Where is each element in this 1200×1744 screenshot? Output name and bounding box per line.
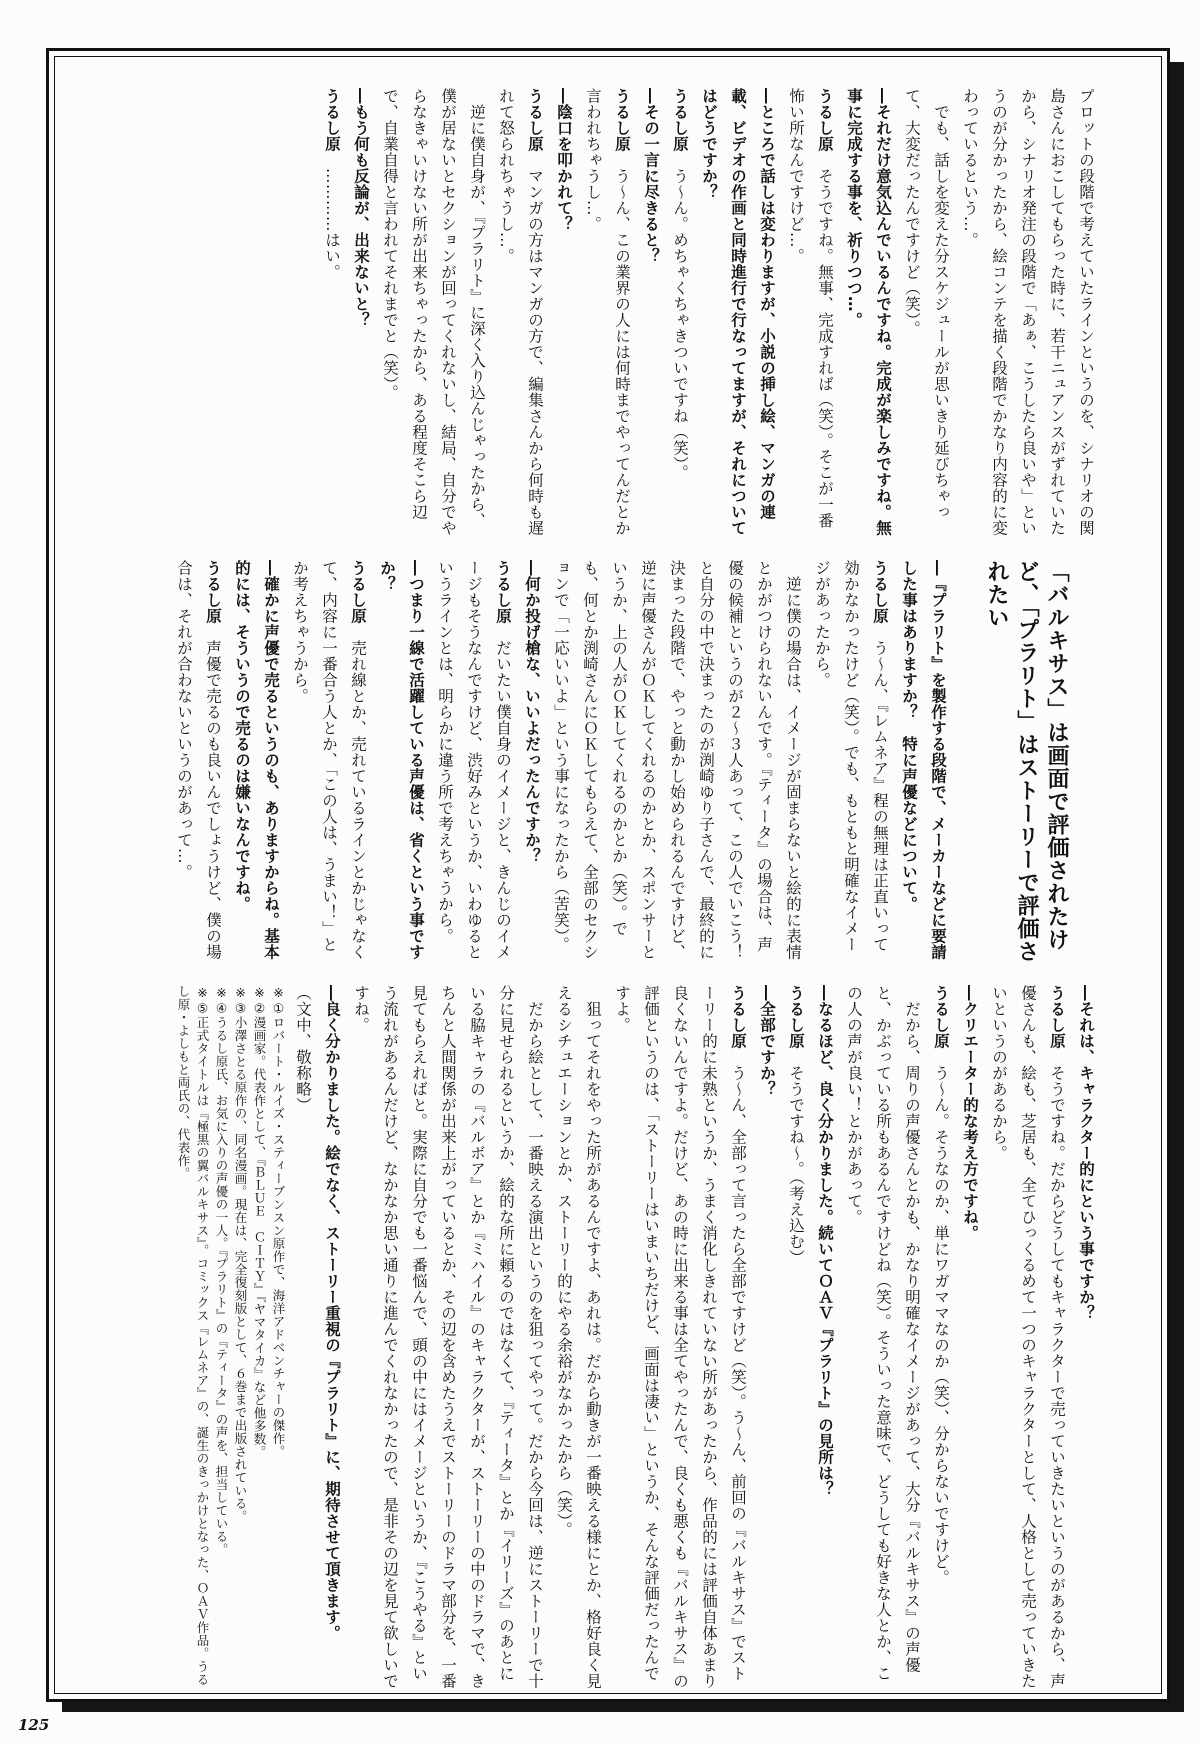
question-paragraph: ―それだけ意気込んでいるんですね。完成が楽しみですね。無事に完成する事を、祈りつつ…。 [845,88,892,536]
body-paragraph: 逆に僕の場合は、イメージが固まらないと絵的に表情とかがつけられないんです。『ティータ』の場合は、声優の候補というのが２～３人あって、この人でいこう！と自分の中で決まったのが渕崎ゆり子さんで、最終的に決まった段階で、やっと動かし始められるんですけど、逆に声優さんがＯＫしてくれるのかとか、スポンサーというか、上の人がＯＫしてくれるのかとか（笑）。でも、何とか渕崎さんにＯＫしてもらえて、全部のセクションで「一応いいよ」という事になったから（苦笑）。 [552,560,802,960]
answer-paragraph [607,985,752,1690]
footnote: ※④うるし原氏、お気に入りの声優の一人。『プラリト』の『ティータ』の声を、担当している。 [214,985,229,1556]
speaker-name: うるし原 [204,560,222,624]
answer-text: そうですね。だからどうしてもキャラクターで売っていきたいというのがあるから、声優さんも、絵も、芝居も、全てひっくるめて一つのキャラクターとして、人格として売っていきたいというのがあるから。 [990,985,1066,1689]
question-paragraph: ―陰口を叩かれて？ [555,88,573,232]
speaker-name: うるし原 [932,985,950,1049]
speaker-name: うるし原 [787,985,805,1049]
body-paragraph: 逆に僕自身が、『プラリト』に深く入り込んじゃったから、僕が居ないとセクションが回ってくれないし、結局、自分でやらなきゃいけない所が出来ちゃったから、ある程度そこら辺で、自業自得と言われてそれまでと（笑）。 [381,88,486,536]
interview-block-1 [100,88,1100,538]
answer-paragraph [781,88,839,538]
speaker-name: うるし原 [1048,985,1066,1049]
question-paragraph: ―確かに声優で売るというのも、ありますからね。基本的には、そういうので売るのは嫌いなんですね。 [233,560,280,960]
speaker-name: うるし原 [526,88,544,152]
answer-text: 売れ線とか、売れているラインとかじゃなくて、内容に一番合う人とか、「この人は、うまい！」とか考えちゃうから。 [291,560,367,960]
frame-shadow-bottom [62,1702,1184,1712]
footnote: ※①ロバート・ルイズ・スティーブンスン原作で、海洋アドベンチャーの傑作。 [271,985,286,1458]
footnote: ※②漫画家。代表作として、『ＢＬＵＥ ＣＩＴＹ』『ヤマタイカ』など他多数。 [252,985,267,1459]
answer-paragraph [781,985,810,1690]
answer-text: う～ん、全部って言ったら全部ですけど（笑）。う～ん、前回の『バルキサス』でストーリー的に未熟というか、うまく消化しきれていない所があったから、作品的には評価自体あまり良くないんですよ。だけど、あの時に出来る事は全てやったんで、良くも悪くも『バルキサス』の評価というのは、「ストーリーはいまいちだけど、画面は凄い」というか、そんな評価だったんですよ。 [613,985,747,1689]
frame-shadow-right [1170,62,1184,1710]
answer-text: う～ん、『レムネア』程の無理は正直いって効かなかったけど（笑）。でも、もともと明確なイメージがあったから。 [813,560,889,953]
question-paragraph: ―ところで話しは変わりますが、小説の挿し絵、マンガの連載、ビデオの作画と同時進行で行なってますが、それについてはどうですか？ [700,88,776,536]
page-number: 125 [18,1716,50,1734]
section-heading: 「バルキサス」は画面で評価されたけど、「プラリト」はストーリーで評価されたい [984,560,1069,963]
answer-text: そうですね。無事、完成すれば（笑）。そこが一番怖い所なんですけど…。 [787,88,834,529]
speaker-name: うるし原 [349,560,367,624]
question-paragraph: ―もう何も反論が、出来ないと？ [352,88,370,328]
interview-block-3 [100,985,1100,1690]
answer-text: 声優で売るのも良いんでしょうけど、僕の場合は、それが合わないというのがあって…。 [175,560,222,960]
answer-paragraph [430,560,517,965]
question-paragraph: ―その一言に尽きると？ [642,88,660,264]
footnote: ※⑤正式タイトルは『極黒の翼バルキサス』。コミックス『レムネア』の、誕生のきっかけとなった、ＯＡＶ作品。うるし原・よしもと両氏の、代表作。 [176,985,210,1686]
speaker-name: うるし原 [613,88,631,152]
question-paragraph: ―何か投げ槍な、いいよだったんですか？ [523,560,541,864]
question-paragraph: ―『プラリト』を製作する段階で、メーカーなどに要請した事はありますか？ 特に声優などについて。 [900,560,947,960]
interview-block-2 [100,560,1100,965]
body-paragraph: だから、周りの声優さんとかも、かなり明確なイメージがあって、大分『バルキサス』の声優と、かぶっている所もあるんですけどね（笑）。そういった意味で、どうしても好きな人とか、この人の声が良い！とかがあって。 [845,985,921,1682]
speaker-name: うるし原 [323,88,341,152]
question-paragraph: ―なるほど、良く分かりました。続いてＯＡＶ『プラリト』の見所は？ [816,985,834,1497]
answer-paragraph [807,560,894,965]
answer-text: う～ん。めちゃくちゃきついですね（笑）。 [671,152,689,481]
footnote: ※③小澤さとる原作の、同名漫画。現在は、完全復刻版として、６巻まで出版されている。 [233,985,248,1523]
answer-text: …………はい。 [323,152,341,280]
answer-paragraph [285,560,372,965]
answer-text: だいたい僕自身のイメージと、きんじのイメージもそうなんですけど、渋好みというか、いわゆるというラインとは、明らかに違う所で考えちゃうから。 [436,560,512,960]
body-paragraph: プロットの段階で考えていたラインというのを、シナリオの関島さんにおこしてもらった時に、若干ニュアンスがずれていたから、シナリオ発注の段階で「あぁ、こうしたら良いや」というのが分かったから、絵コンテを描く段階でかなり内容的に変わっているという…。 [961,88,1095,536]
body-paragraph: （文中、敬称略） [294,985,312,1113]
speaker-name: うるし原 [816,88,834,152]
speaker-name: うるし原 [494,560,512,624]
body-paragraph: 狙ってそれをやった所があるんですよ、あれは。だから動きが一番映える様にとか、格好良く見えるシチュエーションとか、ストーリー的にやる余裕がなかったから（笑）。 [555,985,602,1689]
question-paragraph: ―それは、キャラクター的にという事ですか？ [1077,985,1095,1321]
body-paragraph: だから絵として、一番映える演出というのを狙ってやって。だから今回は、逆にストーリーで十分に見せられるというか、絵的な所に頼るのではなくて、『ティータ』とか『イリーズ』のあとにいる脇キャラの『バルボア』とか『ミハイル』のキャラクターが、ストーリーの中のドラマで、きちんと人間関係が出来上がっているとか、その辺を含めたうえでストーリーのドラマ部分を、一番見てもらえればと。実際に自分でも一番悩んで、頭の中にはイメージというか、『こうやる』という流れがあるんだけど、なかなか思い通りに進んでくれなかったので、是非その辺を見て欲しいですね。 [352,985,544,1689]
answer-paragraph [317,88,346,538]
answer-text: マンガの方はマンガの方で、編集さんから何時も遅れて怒られちゃうし…。 [497,88,544,536]
speaker-name: うるし原 [671,88,689,152]
body-paragraph: でも、話しを変えた分スケジュールが思いきり延びちゃって、大変だったんですけど（笑）。 [903,88,950,520]
answer-paragraph [578,88,636,538]
answer-paragraph [665,88,694,538]
answer-paragraph [984,985,1071,1690]
answer-text: う～ん。そうなのか、単にワガママなのか（笑）、分からないですけど。 [932,1049,950,1586]
speaker-name: うるし原 [729,985,747,1049]
answer-text: う～ん、この業界の人には何時までやってんだとか言われちゃうし…。 [584,88,631,536]
answer-paragraph [926,985,955,1690]
answer-paragraph [169,560,227,965]
answer-paragraph [491,88,549,538]
question-paragraph: ―良く分かりました。絵でなく、ストーリー重視の『プラリト』に、期待させて頂きます。 [323,985,341,1641]
speaker-name: うるし原 [871,560,889,624]
answer-text: そうですね～。（考え込む） [787,1049,805,1266]
question-paragraph: ―つまり一線で活躍している声優は、省くという事ですか？ [378,560,425,960]
question-paragraph: ―クリエーター的な考え方ですね。 [961,985,979,1241]
question-paragraph: ―全部ですか？ [758,985,776,1097]
